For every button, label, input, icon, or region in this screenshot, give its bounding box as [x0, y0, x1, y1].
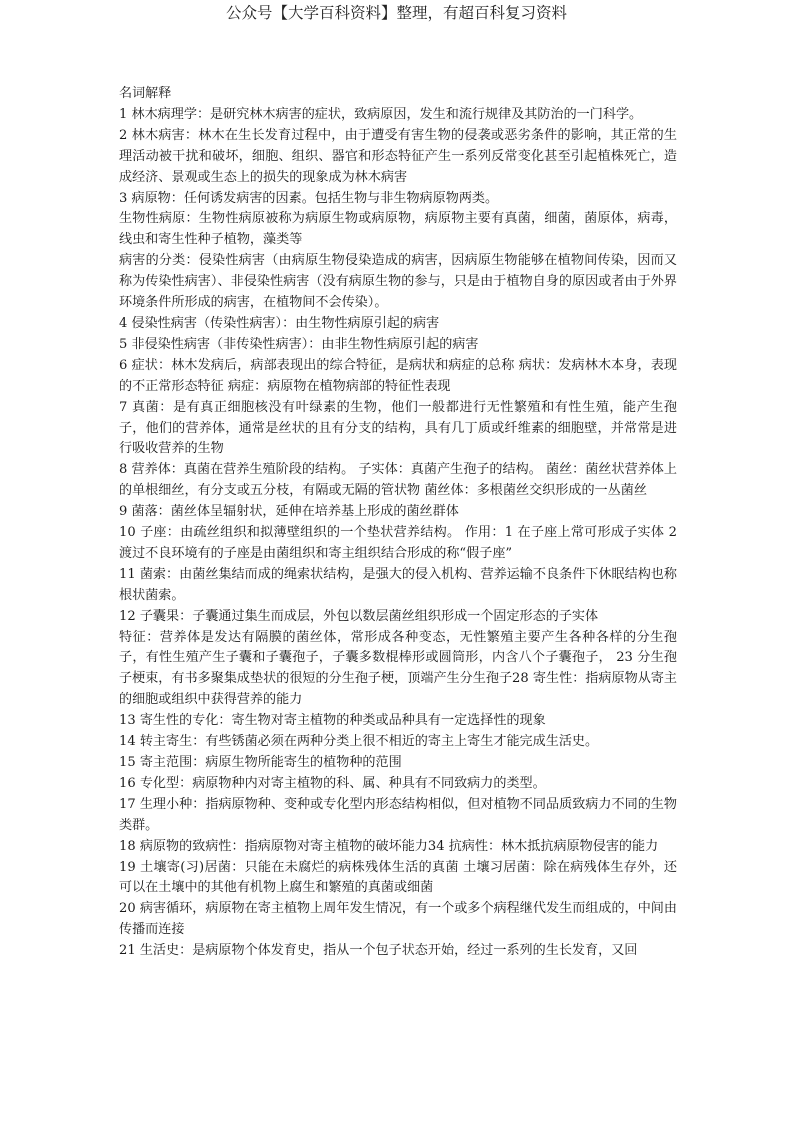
paragraph: 6 症状：林木发病后，病部表现出的综合特征，是病状和病症的总称 病状：发病林木本身，表现的不正常形态特征 病症：病原物在植物病部的特征性表现: [119, 357, 677, 394]
paragraph: 7 真菌：是有真正细胞核没有叶绿素的生物，他们一般都进行无性繁殖和有性生殖，能产生孢子，他们的营养体，通常是丝状的且有分支的结构，具有几丁质或纤维素的细胞壁，并常常是进行吸收营养的生物: [119, 399, 677, 457]
paragraph: 14 转主寄生：有些锈菌必须在两种分类上很不相近的寄主上寄生才能完成生活史。: [119, 734, 599, 750]
paragraph: 生物性病原：生物性病原被称为病原生物或病原物，病原物主要有真菌，细菌，菌原体，病毒，线虫和寄生性种子植物，藻类等: [119, 211, 677, 248]
paragraph: 12 子囊果：子囊通过集生而成层，外包以数层菌丝组织形成一个固定形态的子实体: [119, 608, 599, 624]
paragraph: 4 侵染性病害（传染性病害）：由生物性病原引起的病害: [119, 315, 440, 331]
paragraph: 13 寄生性的专化：寄生物对寄主植物的种类或品种具有一定选择性的现象: [119, 713, 546, 729]
paragraph: 5 非侵染性病害（非传染性病害）：由非生物性病原引起的病害: [119, 336, 479, 352]
paragraph: 17 生理小种：指病原物种、变种或专化型内形态结构相似，但对植物不同品质致病力不同的生物类群。: [119, 796, 677, 833]
paragraph: 20 病害循环，病原物在寄主植物上周年发生情况，有一个或多个病程继代发生而组成的，中间由传播而连接: [119, 901, 677, 938]
paragraph: 病害的分类：侵染性病害（由病原生物侵染造成的病害，因病原生物能够在植物间传染，因而又称为传染性病害）、非侵染性病害（没有病原生物的参与，只是由于植物自身的原因或者由于外界环境条件所形成的病害，在植物间不会传染）。: [119, 253, 677, 311]
paragraph: 2 林木病害：林木在生长发育过程中，由于遭受有害生物的侵袭或恶劣条件的影响，其正常的生理活动被干扰和破坏，细胞、组织、器官和形态特征产生一系列反常变化甚至引起植株死亡，造成经济、景观或生态上的损失的现象成为林木病害: [119, 127, 677, 185]
paragraph: 15 寄主范围：病原生物所能寄生的植物种的范围: [119, 755, 402, 770]
paragraph: 11 菌索：由菌丝集结而成的绳索状结构，是强大的侵入机构、营养运输不良条件下休眠结构也称根状菌索。: [119, 566, 677, 603]
paragraph: 21 生活史：是病原物个体发育史，指从一个包子状态开始，经过一系列的生长发育，又回: [119, 943, 638, 959]
page-header: 公众号【大学百科资料】整理，有超百科复习资料: [225, 4, 567, 22]
paragraph: 1 林木病理学：是研究林木病害的症状，致病原因，发生和流行规律及其防治的一门科学。: [119, 106, 643, 122]
paragraph: 18 病原物的致病性：指病原物对寄主植物的破坏能力34 抗病性：林木抵抗病原物侵害的能力: [119, 838, 659, 854]
paragraph: 16 专化型：病原物种内对寄主植物的科、属、种具有不同致病力的类型。: [119, 775, 546, 791]
paragraph: 8 营养体：真菌在营养生殖阶段的结构。 子实体：真菌产生孢子的结构。 菌丝：菌丝状营养体上的单根细丝，有分支或五分枝，有隔或无隔的管状物 菌丝体：多根菌丝交织形成的一丛菌丝: [119, 462, 677, 499]
paragraph: 9 菌落：菌丝体呈辐射状，延伸在培养基上形成的菌丝群体: [119, 504, 459, 520]
paragraph: 3 病原物：任何诱发病害的因素。包括生物与非生物病原物两类。: [119, 190, 499, 206]
document-body: [119, 84, 677, 962]
paragraph: 10 子座：由疏丝组织和拟薄壁组织的一个垫状营养结构。 作用：1 在子座上常可形成子实体 2 渡过不良环境有的子座是由菌组织和寄主组织结合形成的称“假子座”: [119, 525, 677, 561]
paragraph: 19 土壤寄(习)居菌：只能在未腐烂的病株残体生活的真菌 土壤习居菌：除在病残体生存外，还可以在土壤中的其他有机物上腐生和繁殖的真菌或细菌: [119, 859, 677, 896]
paragraph: 特征：营养体是发达有隔膜的菌丝体，常形成各种变态，无性繁殖主要产生各种各样的分生孢子，有性生殖产生子囊和子囊孢子，子囊多数棍棒形或圆筒形，内含八个子囊孢子， 23 分生孢子梗束，有书多聚集成垫状的很短的分生孢子梗，顶端产生分生孢子28 寄生性：指病原物从寄主的细胞或组织中获得营养的能力: [119, 629, 677, 708]
section-title: 名词解释: [119, 86, 172, 101]
